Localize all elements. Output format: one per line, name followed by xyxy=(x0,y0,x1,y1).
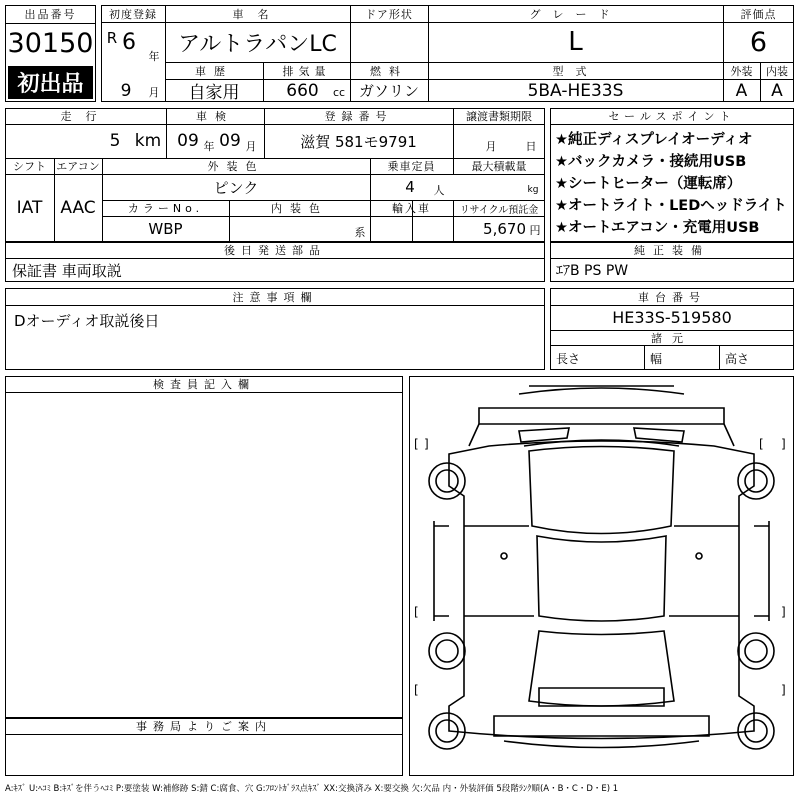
score-label: 評価点 xyxy=(740,7,777,21)
fuel-value: ガソリン xyxy=(358,82,419,100)
transfer-label: 譲渡書類期限 xyxy=(466,110,532,123)
dimension-width: 幅 xyxy=(650,351,663,366)
legend: A:ｷｽﾞ U:ﾍｺﾐ B:ｷｽﾞを伴うﾍｺﾐ P:要塗装 W:補修跡 S:錆 C:腐食、穴 G:ﾌﾛﾝﾄｶﾞﾗｽ点ｷｽﾞ XX:交換済み X:要交換 欠:欠品 内・外装評価 5段階ﾗﾝｸ順(A・B・C・D・E) 1 xyxy=(5,784,619,794)
model-value: 5BA-HE33S xyxy=(527,80,624,101)
reg-no-value: 滋賀 581モ9791 xyxy=(300,132,417,151)
displacement-unit: cc xyxy=(332,85,346,99)
notes-value: Dオーディオ取説後日 xyxy=(14,311,160,330)
model-label: 型式 xyxy=(552,64,599,78)
int-color-unit: 系 xyxy=(354,226,366,239)
interior-grade: A xyxy=(771,80,783,101)
exterior-grade: A xyxy=(735,80,748,101)
mileage-value: 5 xyxy=(109,131,121,151)
lot-number: 30150 xyxy=(7,27,94,59)
first-listing-badge: 初出品 xyxy=(8,66,93,99)
first-reg-year-unit: 年 xyxy=(148,50,160,63)
history-label: 車歴 xyxy=(195,64,233,78)
svg-text:]: ] xyxy=(781,683,786,697)
dimension-length: 長さ xyxy=(556,351,581,366)
car-body-diagram xyxy=(409,376,794,776)
svg-text:]: ] xyxy=(424,437,429,451)
shift-label: シフト xyxy=(13,160,46,173)
load-label: 最大積載量 xyxy=(471,160,527,173)
inspection-year: 09 xyxy=(177,131,199,151)
score-value: 6 xyxy=(749,26,768,58)
inspector-label: 検査員記入欄 xyxy=(153,378,255,391)
exterior-label: 外装 xyxy=(730,64,753,78)
lot-number-label: 出品番号 xyxy=(24,8,77,21)
first-reg-month-unit: 月 xyxy=(148,86,160,99)
color-no-label: カラーNo. xyxy=(127,202,204,215)
color-no-value: WBP xyxy=(148,220,183,238)
later-parts-label: 後日発送部品 xyxy=(224,244,326,257)
car-name-label: 車名 xyxy=(232,7,283,21)
capacity-value: 4 xyxy=(405,178,415,196)
inspection-month: 09 xyxy=(219,131,241,151)
recycle-label: リサイクル預託金 xyxy=(459,204,539,216)
sales-point-2: ★バックカメラ・接続用USB xyxy=(555,153,747,170)
load-unit: kg xyxy=(527,185,539,195)
fuel-label: 燃料 xyxy=(370,64,408,78)
displacement-label: 排気量 xyxy=(282,64,331,78)
transfer-month-unit: 月 xyxy=(485,140,497,153)
inspection-month-unit: 月 xyxy=(245,140,257,153)
dimensions-label: 諸元 xyxy=(651,331,693,345)
first-reg-year: 6 xyxy=(122,29,136,55)
ext-color-label: 外装色 xyxy=(207,160,265,173)
era: R xyxy=(106,29,118,47)
interior-label: 内装 xyxy=(766,64,788,78)
svg-text:[: [ xyxy=(414,683,419,697)
later-parts-value: 保証書 車両取説 xyxy=(12,261,122,280)
svg-text:[: [ xyxy=(414,605,419,619)
ext-color-value: ピンク xyxy=(213,178,259,197)
office-label: 事務局よりご案内 xyxy=(136,720,272,733)
sales-point-1: ★純正ディスプレイオーディオ xyxy=(555,131,753,148)
shift-value: IAT xyxy=(16,198,43,218)
mileage-label: 走行 xyxy=(60,110,111,123)
svg-text:]: ] xyxy=(781,437,786,451)
recycle-value: 5,670 xyxy=(483,220,526,238)
door-value xyxy=(350,22,428,62)
sales-points-label: セールスポイント xyxy=(608,110,736,123)
svg-text:[: [ xyxy=(759,437,764,451)
svg-text:[: [ xyxy=(414,437,419,451)
first-reg-label: 初度登録 xyxy=(109,7,157,21)
inspection-year-unit: 年 xyxy=(203,140,215,153)
notes-label: 注意事項欄 xyxy=(232,290,318,304)
reg-no-label: 登録番号 xyxy=(324,110,393,123)
import-label: 輸入車 xyxy=(392,202,431,215)
int-color-label: 内装色 xyxy=(271,202,328,215)
dimension-height: 高さ xyxy=(725,351,750,366)
standard-equipment-label: 純正装備 xyxy=(634,244,710,257)
capacity-unit: 人 xyxy=(433,184,445,197)
displacement-value: 660 xyxy=(286,80,319,101)
grade-value: L xyxy=(568,27,583,57)
standard-equipment-value: ｴｱB PS PW xyxy=(556,263,629,279)
sales-point-3: ★シートヒーター（運転席） xyxy=(555,175,742,192)
sales-point-5: ★オートエアコン・充電用USB xyxy=(555,219,760,236)
ac-value: AAC xyxy=(60,198,96,218)
svg-text:]: ] xyxy=(781,605,786,619)
chassis-label: 車台番号 xyxy=(638,290,706,304)
sales-point-4: ★オートライト・LEDヘッドライト xyxy=(555,197,787,214)
capacity-label: 乗車定員 xyxy=(387,160,436,173)
grade-label: グレード xyxy=(529,7,622,21)
transfer-day-unit: 日 xyxy=(525,140,537,153)
recycle-unit: 円 xyxy=(529,224,541,237)
first-reg-month: 9 xyxy=(120,80,132,101)
mileage-unit: km xyxy=(134,131,162,151)
door-label: ドア形状 xyxy=(365,7,413,21)
ac-label: エアコン xyxy=(56,160,100,173)
history-value: 自家用 xyxy=(188,83,240,103)
chassis-number: HE33S-519580 xyxy=(612,308,732,327)
car-name: アルトラパンLC xyxy=(178,31,337,57)
inspection-label: 車検 xyxy=(196,110,234,123)
inspector-box xyxy=(5,376,403,718)
